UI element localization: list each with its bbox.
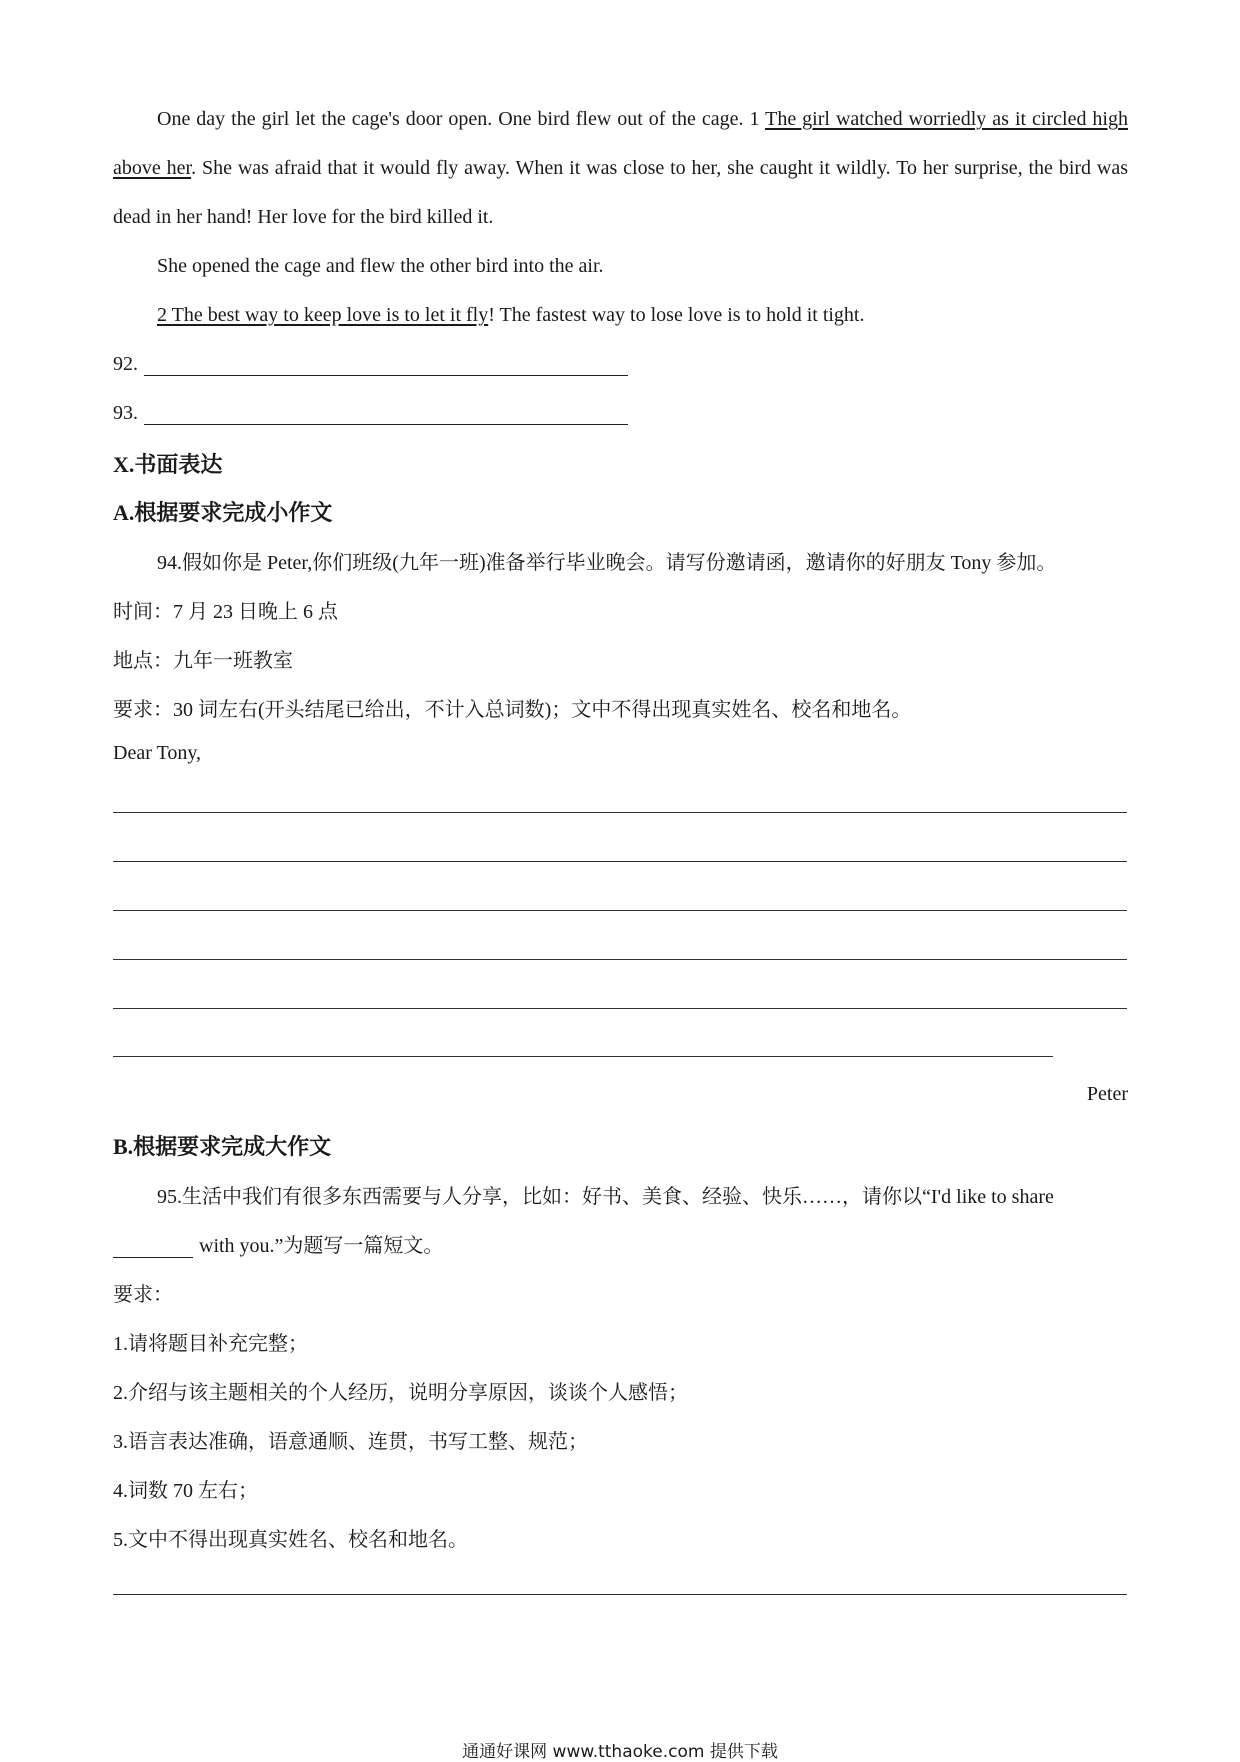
section-x-title: X.书面表达 <box>113 452 223 477</box>
passage-paragraph-3 <box>113 291 1128 340</box>
letter-salutation: Dear Tony, <box>113 742 202 764</box>
requirement-item: 2.介绍与该主题相关的个人经历，说明分享原因，谈谈个人感悟； <box>113 1382 688 1404</box>
passage-paragraph-1 <box>113 95 1128 242</box>
requirement-item: 1.请将题目补充完整； <box>113 1333 308 1355</box>
answer-line-92[interactable] <box>113 353 628 383</box>
writing-line[interactable] <box>113 910 1127 911</box>
requirement-item: 3.语言表达准确，语意通顺、连贯，书写工整、规范； <box>113 1431 588 1453</box>
part-b-prompt-continued <box>113 1229 443 1258</box>
part-a-title: A.根据要求完成小作文 <box>113 500 333 525</box>
requirement-item: 5.文中不得出现真实姓名、校名和地名。 <box>113 1529 468 1551</box>
part-a-requirement: 要求：30 词左右(开头结尾已给出，不计入总词数)；文中不得出现真实姓名、校名和地名。 <box>113 699 912 721</box>
writing-line[interactable] <box>113 1008 1127 1009</box>
writing-line[interactable] <box>113 861 1127 862</box>
part-b-requirements-title: 要求： <box>113 1284 173 1306</box>
underlined-sentence-2: 2 The best way to keep love is to let it fly <box>157 304 489 326</box>
writing-line[interactable] <box>113 959 1127 960</box>
writing-line[interactable] <box>113 1056 1053 1057</box>
part-a-prompt: 94.假如你是 Peter,你们班级(九年一班)准备举行毕业晚会。请写份邀请函，邀请你的好朋友 Tony 参加。 <box>157 552 1057 574</box>
part-a-time: 时间：7 月 23 日晚上 6 点 <box>113 601 338 623</box>
page-footer: 通通好课网 www.tthaoke.com 提供下载 <box>462 1742 778 1762</box>
writing-line[interactable] <box>113 812 1127 813</box>
part-a-place: 地点：九年一班教室 <box>113 650 293 672</box>
answer-blank[interactable] <box>144 402 628 425</box>
part-b-prompt: 95.生活中我们有很多东西需要与人分享，比如：好书、美食、经验、快乐……，请你以“I'd like to share <box>157 1186 1054 1208</box>
passage-text: ! The fastest way to lose love is to hold it tight. <box>488 304 865 326</box>
title-blank[interactable] <box>113 1237 193 1258</box>
passage-text: One day the girl let the cage's door open. One bird flew out of the cage. 1 <box>157 108 766 130</box>
letter-signature: Peter <box>1086 1083 1128 1105</box>
part-b-title: B.根据要求完成大作文 <box>113 1134 332 1159</box>
answer-blank[interactable] <box>144 353 628 376</box>
answer-line-93[interactable] <box>113 402 628 432</box>
question-number: 92. <box>113 353 138 375</box>
question-number: 93. <box>113 402 138 424</box>
requirement-item: 4.词数 70 左右； <box>113 1480 258 1502</box>
underlined-sentence-1: The girl watched worriedly as it circled high above her <box>113 108 1128 179</box>
passage-paragraph-2: She opened the cage and flew the other bird into the air. <box>157 255 604 277</box>
passage-text: . She was afraid that it would fly away. When it was close to her, she caught it wildly. To her surprise, the bird was dead in her hand! Her love for the bird killed it. <box>113 157 1129 228</box>
prompt-text: with you.”为题写一篇短文。 <box>199 1235 444 1257</box>
writing-line[interactable] <box>113 1594 1127 1595</box>
